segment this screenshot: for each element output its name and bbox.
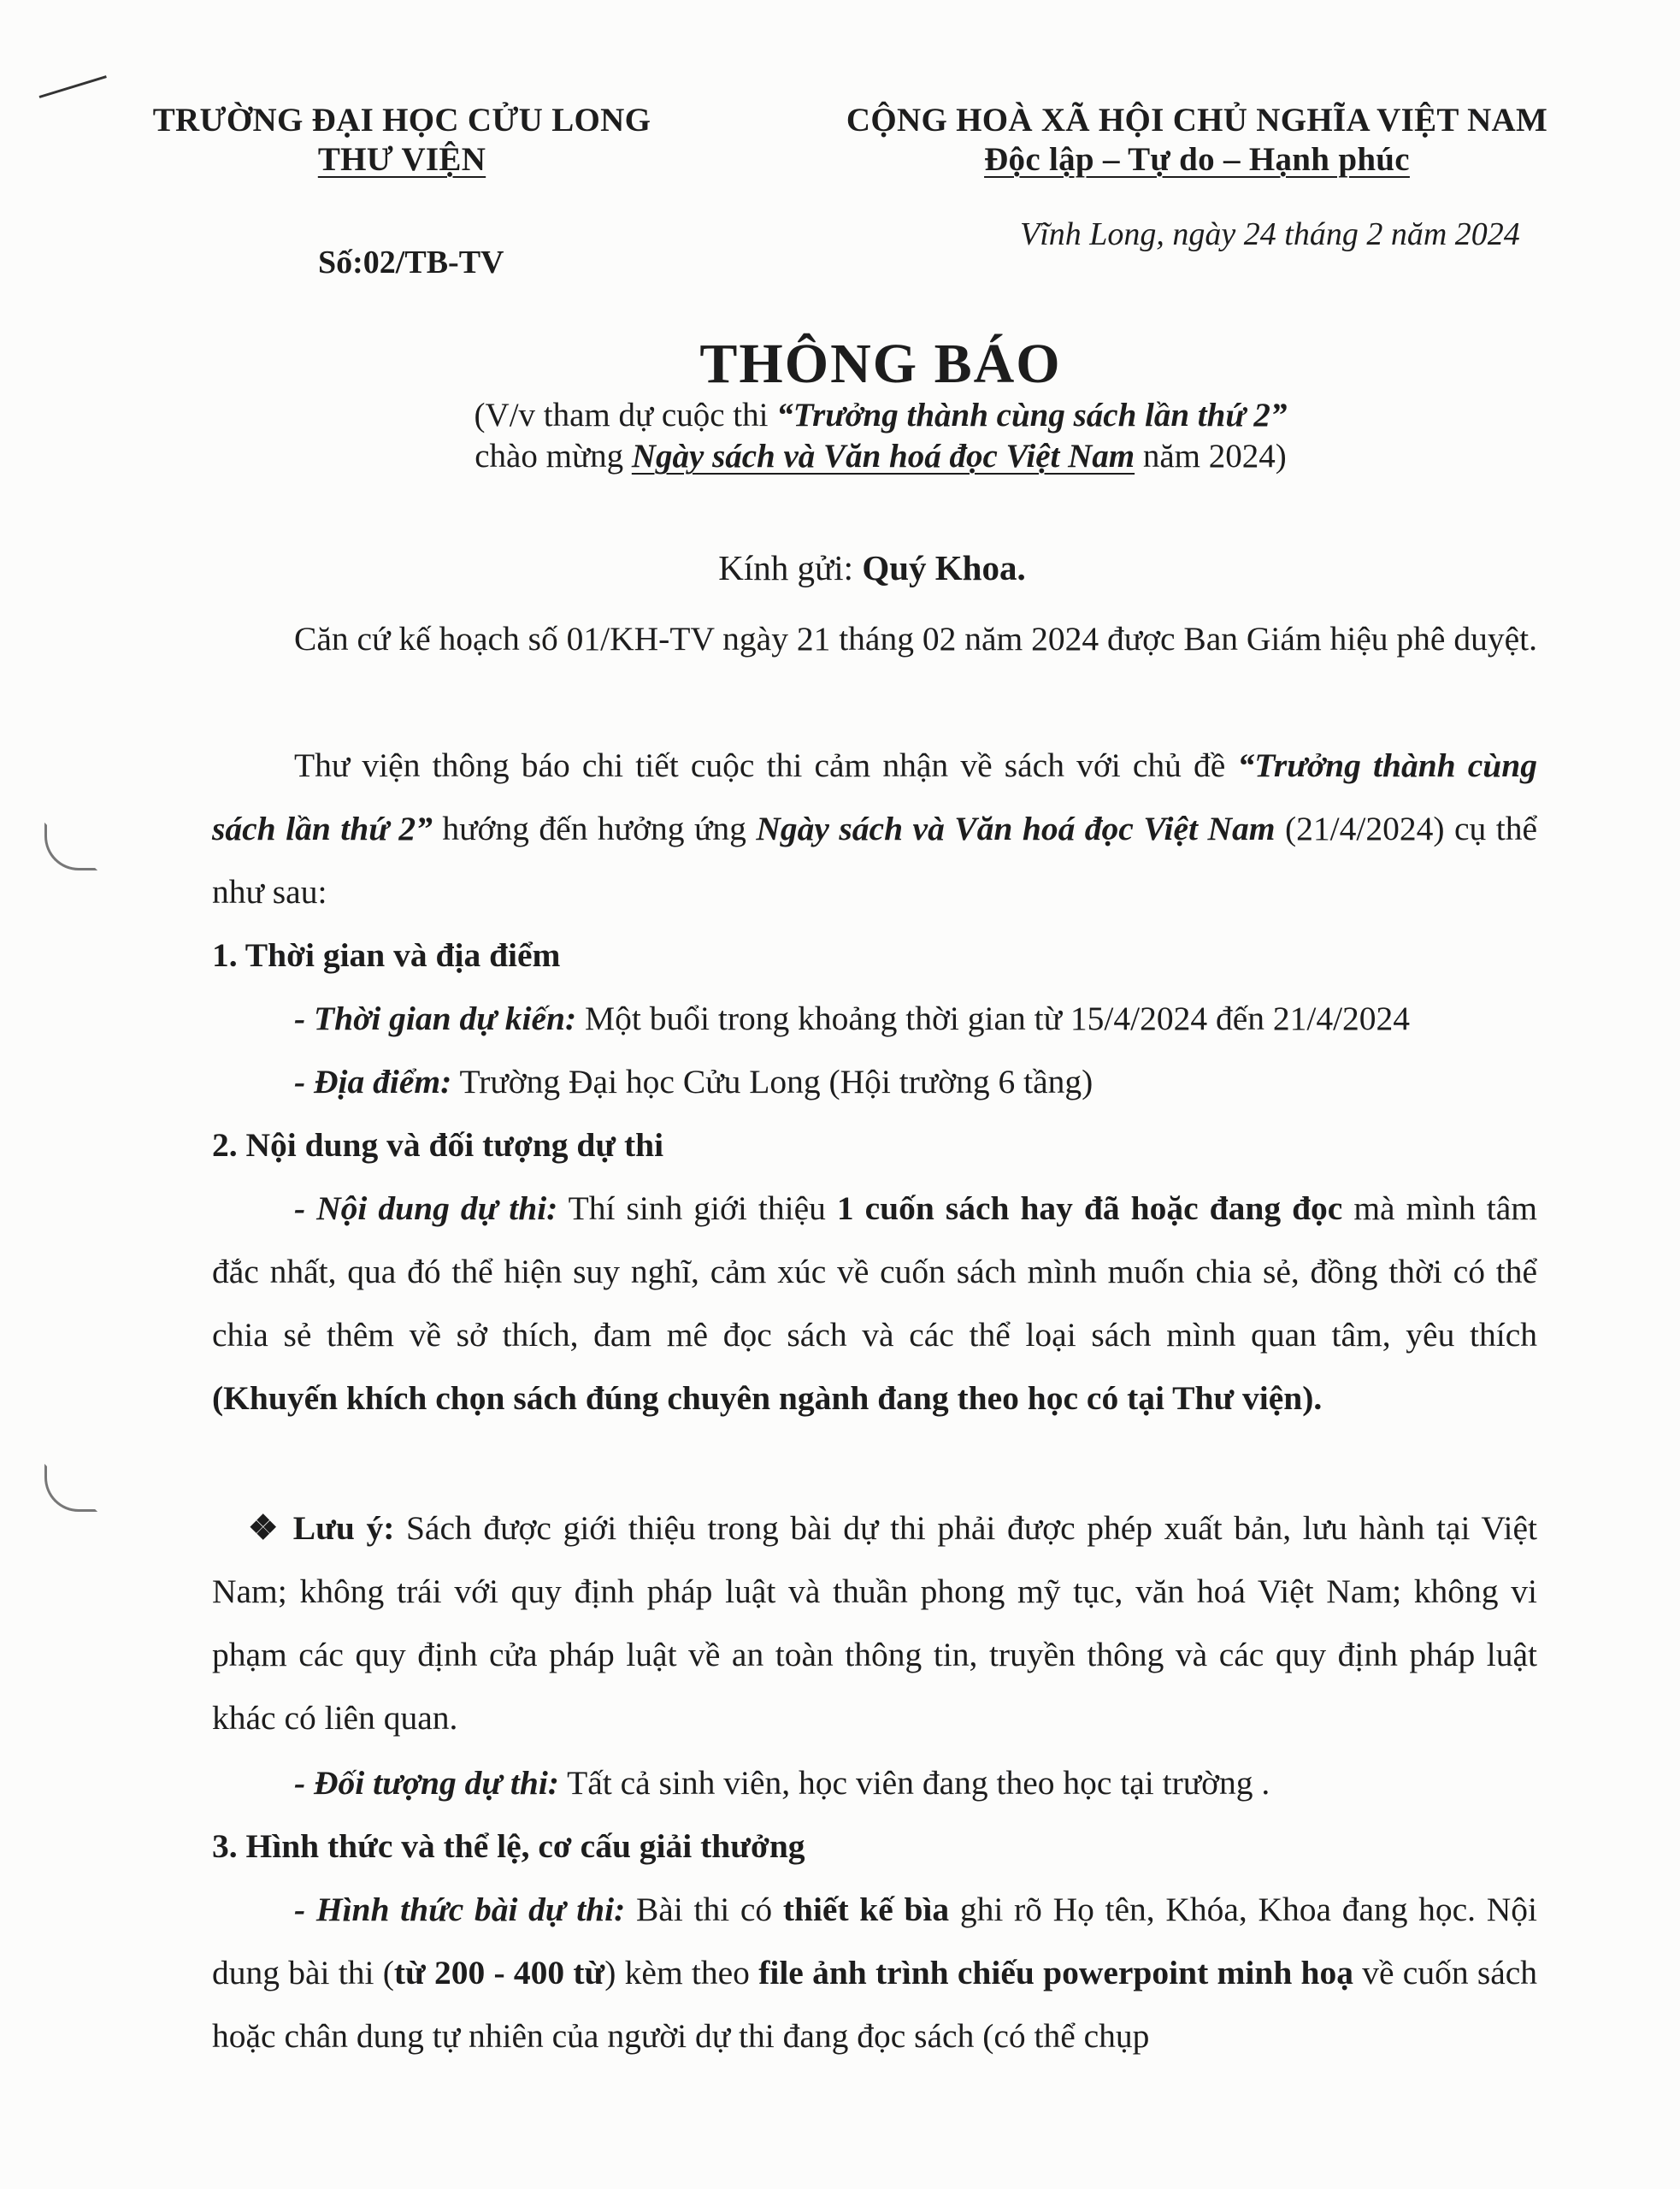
section-2-heading: 2. Nội dung và đối tượng dự thi (212, 1126, 664, 1164)
paragraph-basis: Căn cứ kế hoạch số 01/KH-TV ngày 21 tháng 02 năm 2024 được Ban Giám hiệu phê duyệt. (294, 620, 1537, 658)
contest-content-paragraph: - Nội dung dự thi: Thí sinh giới thiệu 1 cuốn sách hay đã hoặc đang đọc mà mình tâm đắc nhất, qua đó thể hiện suy nghĩ, cảm xúc về cuốn sách mình muốn chia sẻ, đồng thời có thể chia sẻ thêm về sở thích, đam mê đọc sách và các thể loại sách mình quan tâm, yêu thích (Khuyến khích chọn sách đúng chuyên ngành đang theo học có tại Thư viện). (212, 1189, 1538, 1417)
nation-name: CỘNG HOÀ XÃ HỘI CHỦ NGHĨA VIỆT NAM (846, 102, 1548, 139)
diamond-bullet-icon: ❖ (248, 1509, 282, 1547)
place-item: - Địa điểm: Trường Đại học Cửu Long (Hội trường 6 tầng) (294, 1063, 1093, 1100)
punch-hole-mark (44, 1464, 97, 1512)
organization-name: TRƯỜNG ĐẠI HỌC CỬU LONG (152, 102, 651, 139)
punch-hole-mark (44, 823, 97, 870)
section-3-heading: 3. Hình thức và thể lệ, cơ cấu giải thưởng (212, 1827, 805, 1865)
paragraph-intro: Thư viện thông báo chi tiết cuộc thi cảm nhận về sách với chủ đề “Trưởng thành cùng sách lần thứ 2” hướng đến hưởng ứng Ngày sách và Văn hoá đọc Việt Nam (21/4/2024) cụ thể như sau: (212, 746, 1537, 911)
subtitle-line-1: (V/v tham dự cuộc thi “Trưởng thành cùng sách lần thứ 2” (474, 397, 1288, 434)
section-1-heading: 1. Thời gian và địa điểm (212, 936, 561, 974)
greeting: Kính gửi: Quý Khoa. (718, 548, 1026, 587)
document-title: THÔNG BÁO (699, 333, 1062, 395)
scan-pen-mark (39, 75, 107, 98)
subtitle-line-2: chào mừng Ngày sách và Văn hoá đọc Việt Nam năm 2024) (475, 438, 1287, 475)
time-item: - Thời gian dự kiến: Một buổi trong khoảng thời gian từ 15/4/2024 đến 21/4/2024 (294, 1000, 1411, 1037)
motto: Độc lập – Tự do – Hạnh phúc (984, 141, 1410, 178)
national-motto (787, 101, 1607, 180)
form-paragraph: - Hình thức bài dự thi: Bài thi có thiết kế bìa ghi rõ Họ tên, Khóa, Khoa đang học. Nội dung bài thi (từ 200 - 400 từ) kèm theo file ảnh trình chiếu powerpoint minh hoạ về cuốn sách hoặc chân dung tự nhiên của người dự thi đang đọc sách (có thể chụp (212, 1891, 1538, 2055)
document-subtitle (0, 395, 1680, 477)
target-item: - Đối tượng dự thi: Tất cả sinh viên, học viên đang theo học tại trường . (294, 1764, 1270, 1802)
note-paragraph: ❖ Lưu ý: Sách được giới thiệu trong bài dự thi phải được phép xuất bản, lưu hành tại Việt Nam; không trái với quy định pháp luật và thuần phong mỹ tục, văn hoá Việt Nam; không vi phạm các quy định cửa pháp luật về an toàn thông tin, truyền thông và các quy định pháp luật khác có liên quan. (212, 1509, 1537, 1737)
department-name: THƯ VIỆN (317, 141, 486, 178)
document-date: Vĩnh Long, ngày 24 tháng 2 năm 2024 (1020, 216, 1520, 252)
document-number: Số:02/TB-TV (318, 245, 504, 280)
issuing-organization (111, 101, 693, 180)
